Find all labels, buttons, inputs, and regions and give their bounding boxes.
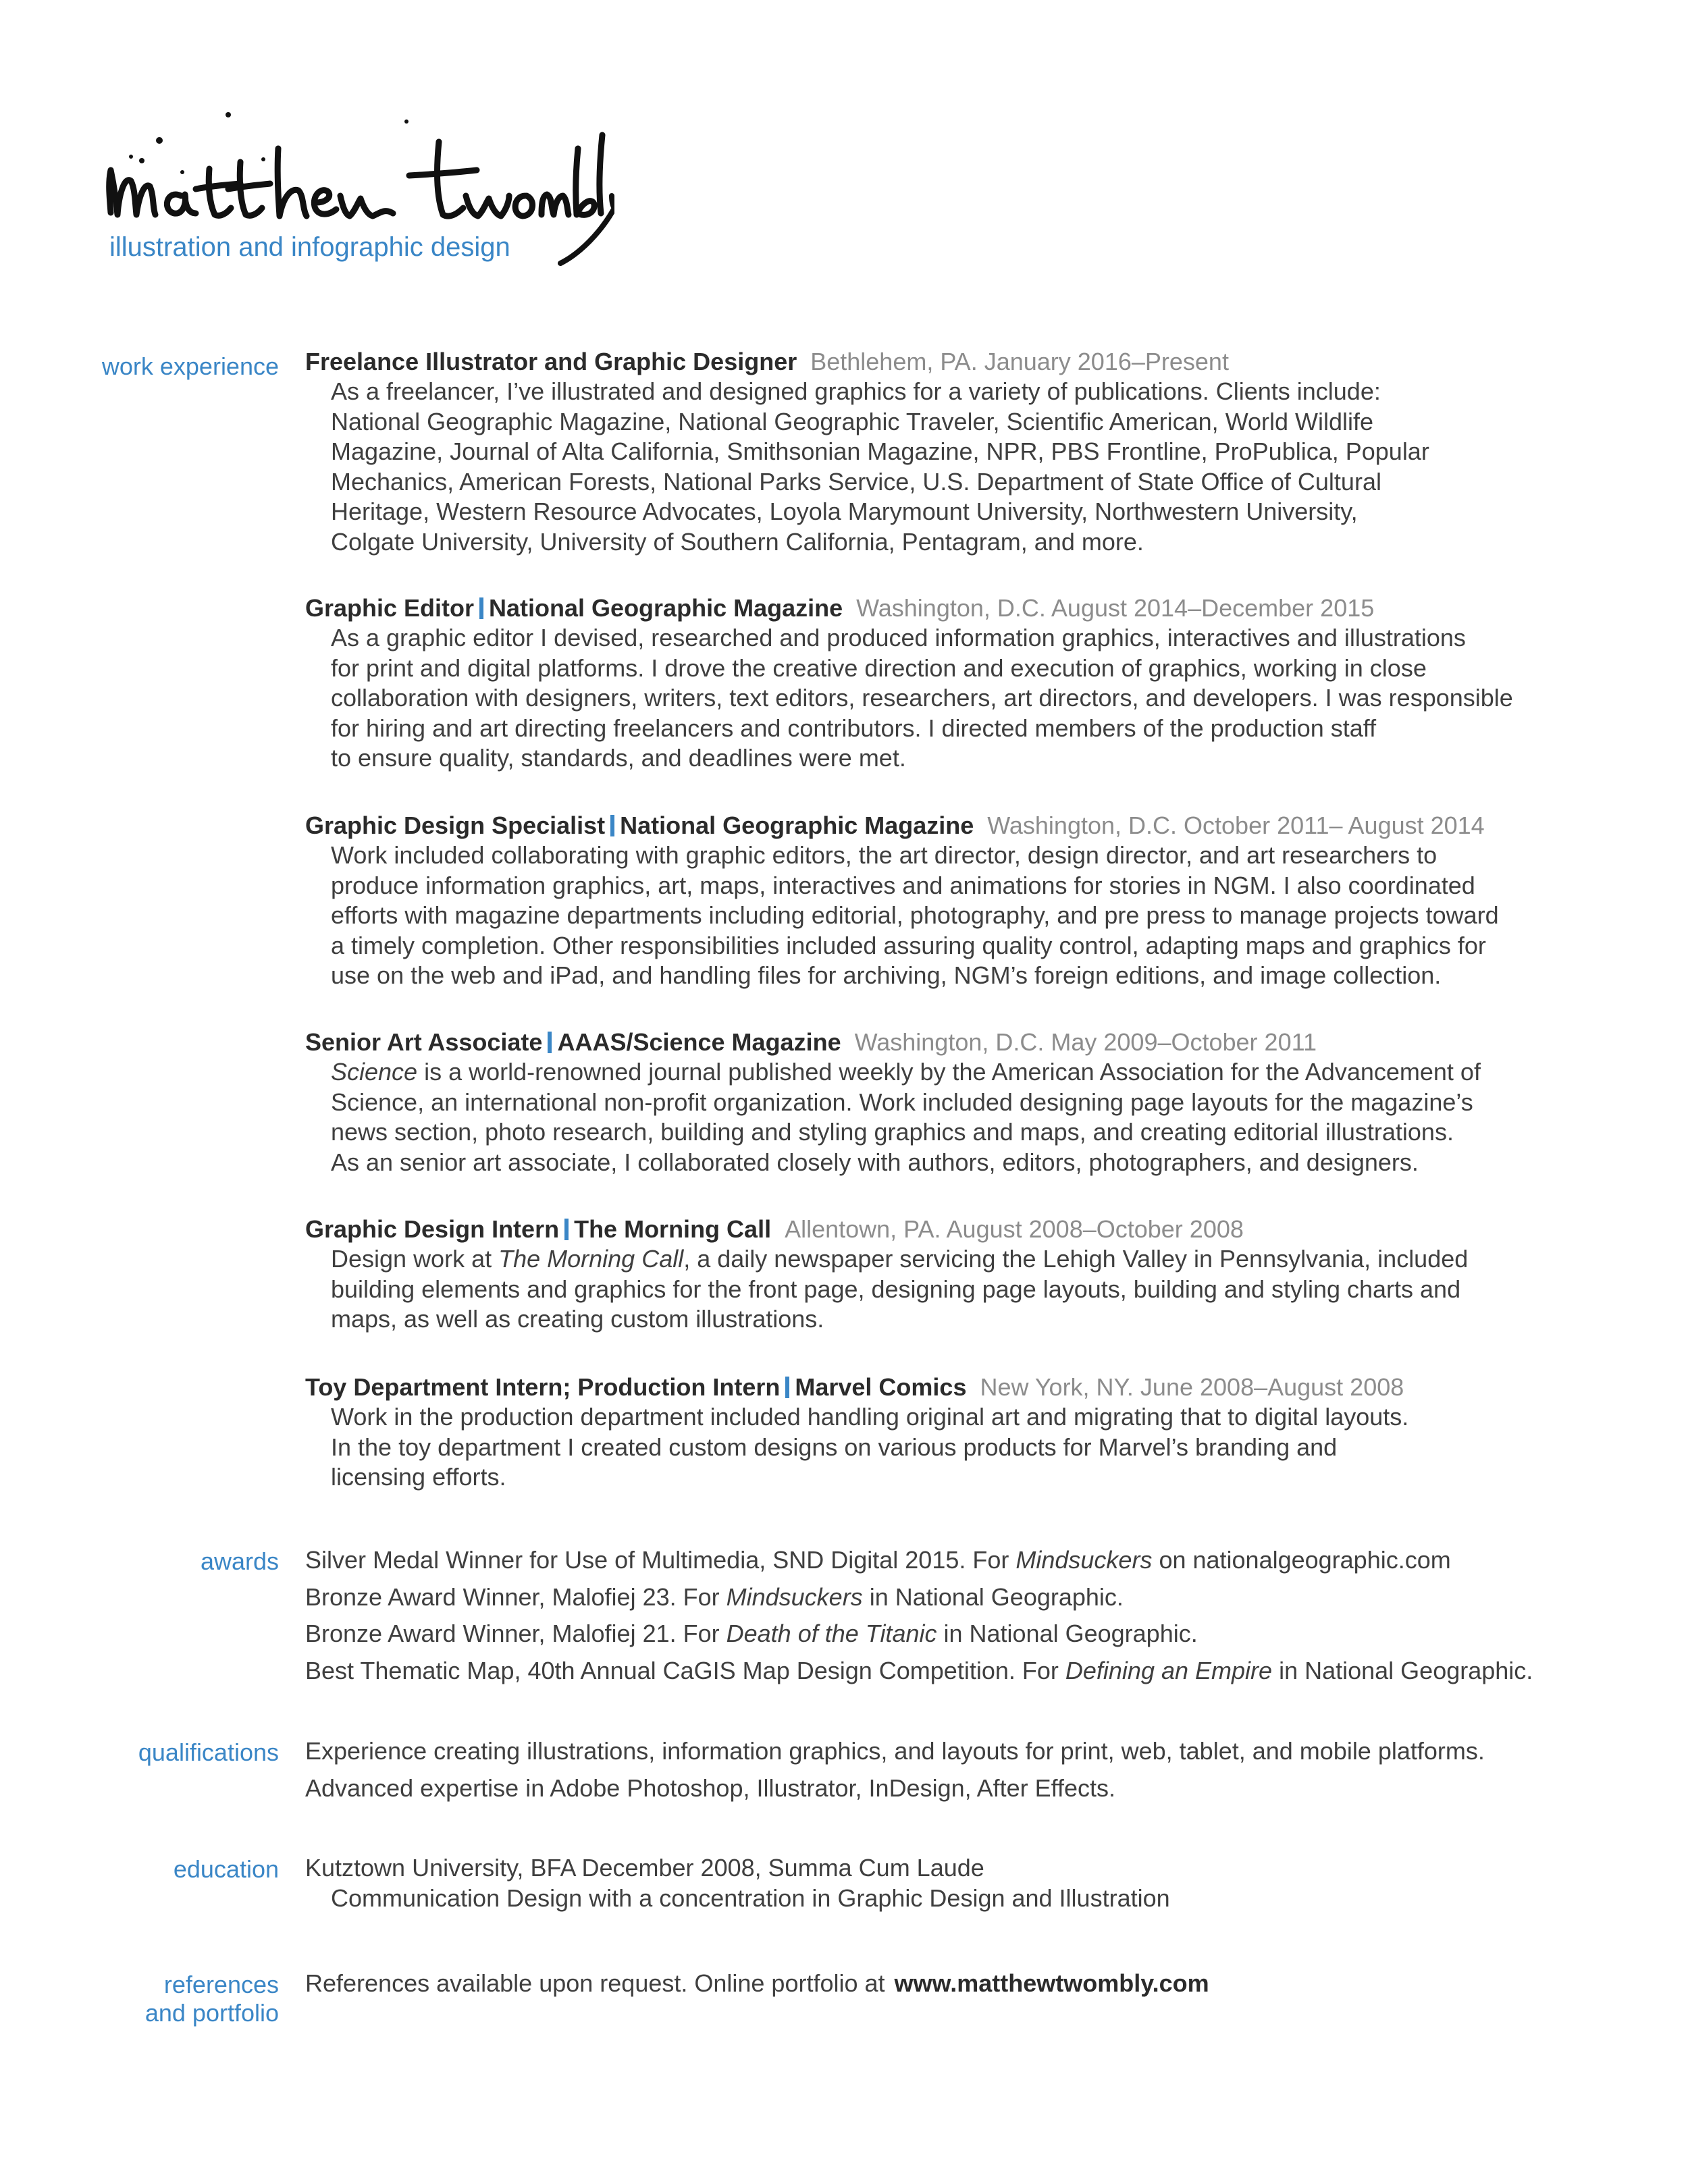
award-text: in National Geographic. [937, 1620, 1198, 1647]
job-heading [305, 1215, 1622, 1244]
award-text: Silver Medal Winner for Use of Multimedia, SND Digital 2015. For [305, 1546, 1016, 1574]
award-title: Death of the Titanic [726, 1620, 937, 1647]
desc-line-text: Design work at [331, 1245, 499, 1273]
award-text: in National Geographic. [862, 1583, 1124, 1611]
job-meta: Washington, D.C. October 2011– August 2014 [987, 811, 1485, 839]
references-line [305, 1969, 1209, 1998]
desc-line: efforts with magazine departments including editorial, photography, and pre press to manage projects toward [331, 901, 1499, 929]
job-meta: Washington, D.C. May 2009–October 2011 [854, 1028, 1317, 1056]
award-title: Mindsuckers [1016, 1546, 1153, 1574]
desc-line: Heritage, Western Resource Advocates, Loyola Marymount University, Northwestern University, [331, 498, 1358, 525]
desc-line: licensing efforts. [331, 1463, 506, 1491]
education-degree: Kutztown University, BFA December 2008, Summa Cum Laude [305, 1854, 984, 1882]
desc-line: to ensure quality, standards, and deadlines were met. [331, 744, 906, 772]
separator-bar [785, 1377, 789, 1398]
award-text: Bronze Award Winner, Malofiej 21. For [305, 1620, 727, 1647]
qualification-item: Advanced expertise in Adobe Photoshop, Illustrator, InDesign, After Effects. [305, 1774, 1116, 1802]
job-org: AAAS/Science Magazine [557, 1028, 841, 1056]
desc-line: Work included collaborating with graphic editors, the art director, design director, and art researchers to [331, 841, 1438, 869]
desc-line: for hiring and art directing freelancers and contributors. I directed members of the production staff [331, 714, 1377, 742]
award-text: Bronze Award Winner, Malofiej 23. For [305, 1583, 727, 1611]
references-label-line: references [163, 1971, 279, 1998]
desc-line [331, 1057, 1622, 1088]
award-item [305, 1546, 1451, 1574]
job-title: Freelance Illustrator and Graphic Designer [305, 348, 797, 375]
job-title: Graphic Design Intern [305, 1215, 560, 1243]
desc-line: Colgate University, University of Southern California, Pentagram, and more. [331, 527, 1144, 556]
job-meta: Bethlehem, PA. January 2016–Present [810, 348, 1229, 375]
section-label-references [0, 1971, 279, 2027]
award-item [305, 1620, 1198, 1648]
references-text: References available upon request. Online portfolio at [305, 1969, 885, 1997]
desc-line: Mechanics, American Forests, National Parks Service, U.S. Department of State Office of Cultural [331, 467, 1381, 496]
job-entry-5 [305, 1215, 1622, 1335]
job-heading [305, 1028, 1622, 1057]
award-text: Best Thematic Map, 40th Annual CaGIS Map Design Competition. For [305, 1657, 1065, 1684]
job-entry-3 [305, 811, 1622, 991]
award-item [305, 1657, 1533, 1685]
references-label-line: and portfolio [144, 1999, 279, 2027]
job-description [331, 1402, 1622, 1493]
desc-line: Magazine, Journal of Alta California, Smithsonian Magazine, NPR, PBS Frontline, ProPublica, Popular [331, 437, 1429, 465]
job-description [331, 377, 1622, 557]
separator-bar [610, 815, 614, 836]
award-item [305, 1583, 1124, 1612]
separator-bar [564, 1219, 569, 1240]
desc-line: As a freelancer, I’ve illustrated and designed graphics for a variety of publications. Clients include: [331, 377, 1381, 405]
italic-title: Science [331, 1058, 418, 1086]
section-label-awards: awards [200, 1547, 279, 1575]
desc-line: a timely completion. Other responsibilities included assuring quality control, adapting maps and graphics for [331, 931, 1486, 959]
desc-line: produce information graphics, art, maps, interactives and animations for stories in NGM. I also coordinated [331, 871, 1475, 899]
award-title: Defining an Empire [1065, 1657, 1273, 1684]
job-heading [305, 593, 1622, 623]
section-label-education: education [173, 1855, 279, 1883]
desc-line: As a graphic editor I devised, researched and produced information graphics, interactives and illustrations [331, 624, 1466, 651]
job-entry-6 [305, 1373, 1622, 1493]
desc-line [331, 1244, 1622, 1275]
job-meta: Allentown, PA. August 2008–October 2008 [785, 1215, 1244, 1243]
desc-line: for print and digital platforms. I drove the creative direction and execution of graphics, working in close [331, 654, 1427, 682]
job-org: National Geographic Magazine [620, 811, 974, 839]
job-description [331, 841, 1622, 991]
desc-line: As an senior art associate, I collaborated closely with authors, editors, photographers, and designers. [331, 1148, 1419, 1176]
job-org: The Morning Call [574, 1215, 772, 1243]
desc-line: maps, as well as creating custom illustrations. [331, 1305, 824, 1333]
job-entry-4 [305, 1028, 1622, 1177]
qualification-item: Experience creating illustrations, information graphics, and layouts for print, web, tablet, and mobile platforms. [305, 1737, 1485, 1765]
desc-line: news section, photo research, building and styling graphics and maps, and creating editorial illustrations. [331, 1118, 1454, 1146]
job-title: Graphic Editor [305, 594, 475, 622]
desc-line: building elements and graphics for the front page, designing page layouts, building and styling charts and [331, 1275, 1461, 1303]
logo-subtitle: illustration and infographic design [109, 232, 510, 262]
award-text: in National Geographic. [1272, 1657, 1533, 1684]
award-text: on nationalgeographic.com [1152, 1546, 1451, 1574]
desc-line-text: is a world-renowned journal published weekly by the American Association for the Advancement of [417, 1058, 1481, 1086]
desc-line: use on the web and iPad, and handling files for archiving, NGM’s foreign editions, and image collection. [331, 961, 1442, 989]
desc-line: Science, an international non-profit organization. Work included designing page layouts for the magazine’s [331, 1088, 1473, 1116]
job-title: Graphic Design Specialist [305, 811, 606, 839]
job-description [331, 623, 1622, 774]
section-label-work-experience: work experience [101, 352, 279, 380]
job-meta: Washington, D.C. August 2014–December 2015 [856, 594, 1375, 622]
job-entry-2 [305, 593, 1622, 774]
award-title: Mindsuckers [726, 1583, 863, 1611]
desc-line: In the toy department I created custom designs on various products for Marvel’s branding and [331, 1433, 1338, 1461]
job-title: Senior Art Associate [305, 1028, 543, 1056]
job-org: Marvel Comics [795, 1373, 967, 1401]
job-title: Toy Department Intern; Production Intern [305, 1373, 781, 1401]
job-heading [305, 1373, 1622, 1402]
separator-bar [479, 597, 483, 619]
job-org: National Geographic Magazine [489, 594, 843, 622]
desc-line-text: , a daily newspaper servicing the Lehigh Valley in Pennsylvania, included [683, 1245, 1469, 1273]
job-heading [305, 347, 1622, 377]
section-label-qualifications: qualifications [138, 1738, 279, 1766]
job-description [331, 1244, 1622, 1335]
job-meta: New York, NY. June 2008–August 2008 [980, 1373, 1404, 1401]
desc-line: Work in the production department included handling original art and migrating that to digital layouts. [331, 1403, 1409, 1431]
job-heading [305, 811, 1622, 841]
education-concentration: Communication Design with a concentration in Graphic Design and Illustration [331, 1884, 1170, 1912]
job-description [331, 1057, 1622, 1177]
portfolio-link[interactable]: www.matthewtwombly.com [894, 1969, 1209, 1997]
job-entry-1 [305, 347, 1622, 557]
desc-line: collaboration with designers, writers, text editors, researchers, art directors, and developers. I was responsible [331, 684, 1513, 712]
italic-title: The Morning Call [498, 1245, 684, 1273]
separator-bar [548, 1032, 552, 1053]
desc-line: National Geographic Magazine, National Geographic Traveler, Scientific American, World Wildlife [331, 407, 1374, 435]
